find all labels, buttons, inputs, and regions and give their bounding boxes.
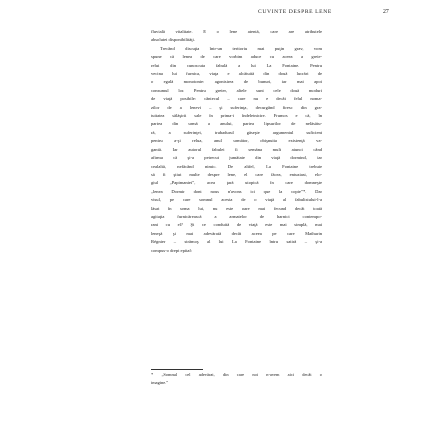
- text-line: o egală monotonie: agonisirea de bunuri, iar mai apoi: [151, 79, 322, 85]
- text-line: pentru a-şi relua, anul următor, obişnuita existenţă va-: [151, 138, 322, 144]
- text-line: partea din urmă a anului, partea lipsurilor de nelăsătu-: [151, 121, 322, 127]
- footnote: [151, 371, 322, 387]
- text-line: relui din cunoscuta fabulă a lui La Fontaine. Pentru: [151, 62, 322, 68]
- text-line: cealaltă, nefăcând nimic. De altfel, La Fontaine trebuie: [151, 163, 322, 169]
- text-line: fluvială vitalitate. E o lene atentă, care are atributele: [151, 29, 322, 34]
- text-line: vecina lui furnica, viaţa e alcătuită din două lucrări de: [151, 71, 322, 77]
- text-line: gantă. Iar autorul fabulei îi semăna mult atunci când: [151, 146, 322, 152]
- text-line: să fi ştiut multe despre lene, el care făcea, entuziast, elo-: [151, 171, 322, 177]
- text-line: visul, pe care somnul acesta de o viaţă al fabulistului-l-a: [151, 197, 322, 203]
- text-line: absolutei disponibilităţi.: [151, 37, 195, 43]
- text-line: agitaţia furnicărească a armatelor de harnici contempo-: [151, 213, 322, 219]
- text-line: compus-o drept epitaf:: [151, 247, 193, 253]
- body-text: [151, 28, 322, 255]
- footnote-line: imagine.”: [151, 379, 169, 385]
- text-line: lăsat în urma lui, nu este oare mai fecund decât toată: [151, 205, 322, 211]
- text-line: leneşă şi mai adevărată decât aceea pe care Mathurin: [151, 230, 322, 236]
- text-line: Trecând discuţia într-un teritoriu mai puţin grav, vom: [160, 45, 322, 51]
- text-line: de viaţă posibile: cântecul – care nu e decât felul noma-: [151, 96, 322, 102]
- footnote-rule: [151, 369, 203, 370]
- text-line: rani cu el? Şi ce conduită de viaţă este mai simplă, mai: [151, 222, 322, 228]
- text-line: Régnier – strămoş al lui La Fontaine întru satiră – şi-a: [151, 239, 322, 245]
- text-line: zilor de a lenevi – şi suferinţa, decurgând firesc din gra-: [151, 104, 322, 110]
- page-number: 27: [383, 9, 389, 15]
- text-line: afirma că şi-a petrecut jumătate din viaţă dormind, iar: [151, 155, 322, 161]
- text-line: spune că lenea de care vorbim aduce cu aceea a greie-: [151, 54, 322, 60]
- text-line: consumul lor. Pentru greier, altele sunt cele două moduri: [151, 87, 322, 93]
- text-line: „lenea Dormir dont nous n'avons ici que la copie”*. Dar: [151, 188, 322, 194]
- footnote-line: * „Somnul cel adevărat, din care noi n-avem aici decât o: [151, 372, 322, 377]
- running-header: CUVINTE DESPRE LENE: [258, 9, 332, 15]
- text-line: ră, a suferinţei, trubadurul găseşte argumentul suficient: [151, 129, 322, 135]
- text-line: tuitatea sălăşirii sale în prima-i îndeletnicire. Frumos e că, în: [151, 113, 322, 119]
- text-line: giul „Papimaniei”, acea ţară utopică în care domneşte: [151, 180, 322, 186]
